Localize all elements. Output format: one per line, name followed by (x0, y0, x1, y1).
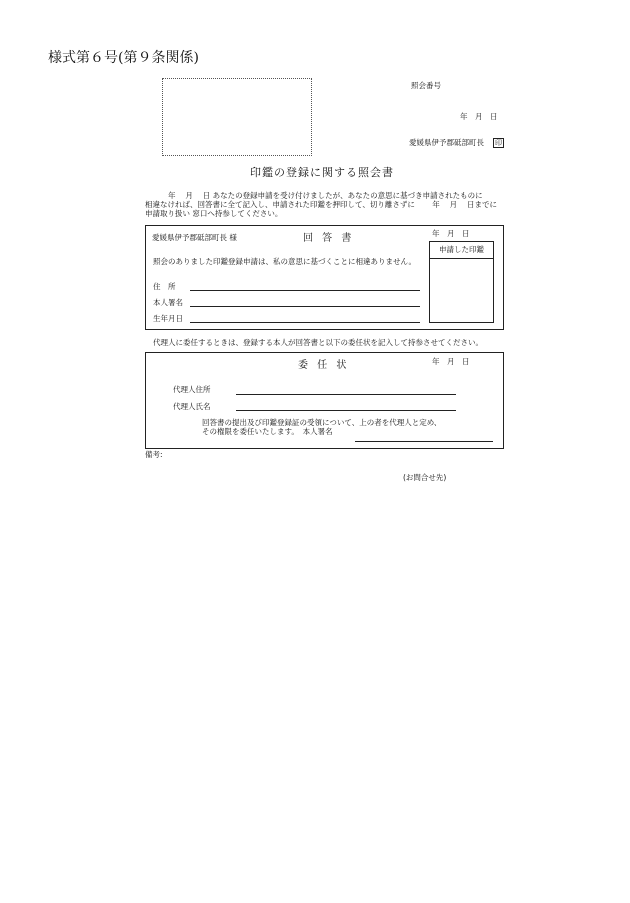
seal-impression-box (429, 241, 494, 323)
address-label: 住 所 (153, 282, 176, 291)
intro-line-3: 申請取り扱い 窓口へ持参してください。 (145, 209, 283, 218)
delegation-statement-1: 回答書の提出及び印鑑登録証の受領について、上の者を代理人と定め、 (202, 418, 442, 427)
address-line (190, 290, 420, 291)
address-window-box (162, 78, 312, 156)
page-title: 印鑑の登録に関する照会書 (250, 166, 394, 179)
answer-heading: 回 答 書 (303, 233, 355, 244)
agent-name-label: 代理人氏名 (173, 402, 211, 411)
issuer-name: 愛媛県伊予郡砥部町長 (409, 138, 484, 147)
inquiry-number-label: 照会番号 (411, 81, 441, 90)
seal-box-divider (430, 258, 493, 259)
agent-address-label: 代理人住所 (173, 385, 211, 394)
answer-date-label: 年 月 日 (432, 229, 470, 238)
answer-statement: 照会のありました印鑑登録申請は、私の意思に基づくことに相違ありません。 (153, 257, 416, 266)
seal-mark: 印 (495, 139, 502, 147)
birthdate-line (190, 322, 420, 323)
form-number: 様式第６号(第９条関係) (48, 50, 199, 66)
agent-address-line (236, 394, 456, 395)
contact-label: (お問合せ先) (403, 473, 447, 482)
intro-line-1: 年 月 日 あなたの登録申請を受け付けましたが、あなたの意思に基づき申請されたものに (168, 191, 483, 200)
agent-name-line (236, 410, 456, 411)
birthdate-label: 生年月日 (153, 314, 183, 323)
intro-line-2: 相違なければ、回答書に全て記入し、申請された印鑑を押印して、切り離さずに 年 月 日までに (145, 200, 497, 209)
notes-label: 備考: (145, 450, 163, 459)
delegation-date-label: 年 月 日 (432, 357, 470, 366)
delegation-statement-2: その権限を委任いたします。 本人署名 (202, 427, 333, 436)
principal-signature-line (355, 441, 493, 442)
header-date-label: 年 月 日 (460, 112, 498, 121)
signature-line (190, 306, 420, 307)
proxy-notice: 代理人に委任するときは、登録する本人が回答書と以下の委任状を記入して持参させてください。 (153, 338, 483, 347)
signature-label: 本人署名 (153, 298, 183, 307)
answer-addressee: 愛媛県伊予郡砥部町長 様 (152, 233, 237, 242)
seal-box-label: 申請した印鑑 (439, 245, 484, 254)
delegation-heading: 委 任 状 (298, 360, 350, 371)
